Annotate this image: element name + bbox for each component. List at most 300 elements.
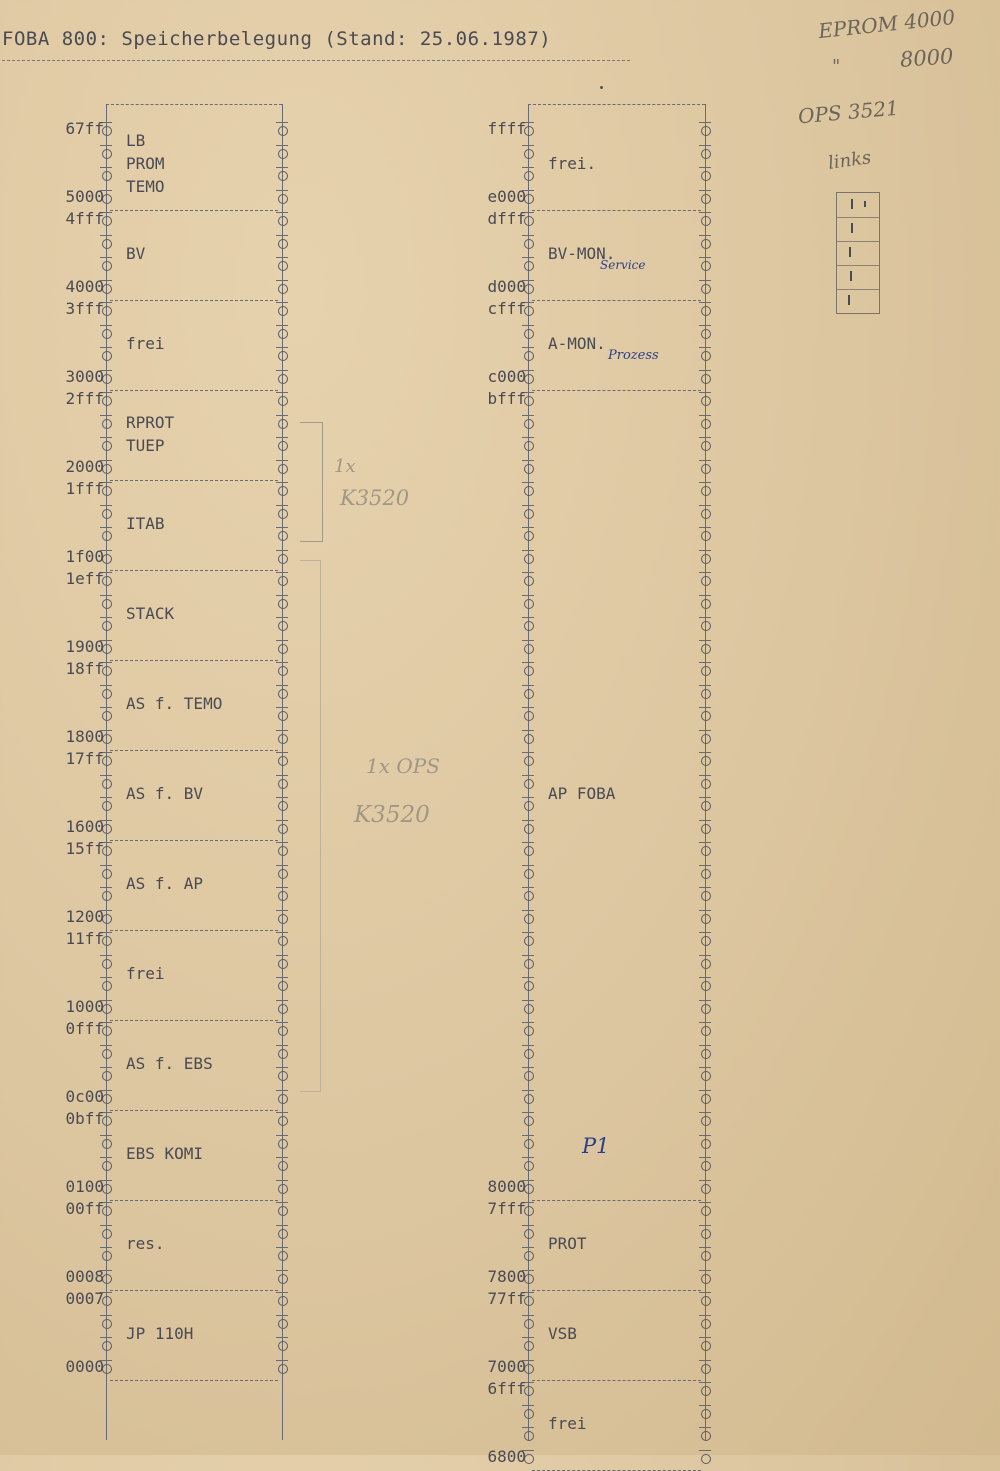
row-marker-icon [278,396,288,406]
row-marker-icon [278,1319,288,1329]
row-marker-icon [524,734,534,744]
row-tick [276,1135,288,1136]
row-tick [276,257,288,258]
row-marker-icon [701,441,711,451]
row-tick [276,1270,288,1271]
row-marker-icon [102,1229,112,1239]
row-tick [276,977,288,978]
row-tick [699,662,711,663]
block-label: frei [126,334,165,354]
row-tick [100,685,112,686]
row-marker-icon [278,1206,288,1216]
row-tick [100,527,112,528]
row-marker-icon [524,644,534,654]
row-marker-icon [701,1319,711,1329]
row-tick [699,1450,711,1451]
row-marker-icon [102,1251,112,1261]
row-tick [522,1225,534,1226]
row-marker-icon [102,1139,112,1149]
block-separator [110,1200,278,1201]
row-marker-icon [102,981,112,991]
address-bottom: 1800 [65,726,104,746]
left-memory-column [65,104,282,1440]
row-tick [100,797,112,798]
address-top: cfff [487,299,526,318]
row-marker-icon [701,1364,711,1374]
row-tick [699,302,711,303]
row-tick [100,167,112,168]
row-tick [522,1135,534,1136]
column-top-border [106,104,282,105]
row-tick [522,167,534,168]
row-tick [522,145,534,146]
row-marker-icon [701,891,711,901]
row-tick [100,775,112,776]
row-marker-icon [278,441,288,451]
row-tick [276,167,288,168]
row-tick [699,1045,711,1046]
row-marker-icon [524,959,534,969]
block-label: AS f. TEMO [126,694,223,714]
row-marker-icon [701,1251,711,1261]
row-tick [276,617,288,618]
row-tick [522,1022,534,1023]
row-tick [522,482,534,483]
row-tick [699,1180,711,1181]
row-tick [276,145,288,146]
row-tick [699,482,711,483]
pencil-sketch [836,192,880,314]
row-tick [522,550,534,551]
row-marker-icon [524,756,534,766]
row-marker-icon [701,599,711,609]
address-bottom: 0000 [65,1356,104,1376]
row-marker-icon [701,306,711,316]
row-tick [699,572,711,573]
address-top: 4fff [65,209,104,228]
row-marker-icon [701,756,711,766]
row-tick [276,1112,288,1113]
row-tick [100,235,112,236]
row-marker-icon [102,239,112,249]
row-marker-icon [701,1296,711,1306]
row-tick [522,1000,534,1001]
row-marker-icon [278,621,288,631]
block-label: AS f. BV [126,784,204,804]
row-tick [276,842,288,843]
row-tick [699,707,711,708]
row-marker-icon [701,1409,711,1419]
row-marker-icon [701,171,711,181]
row-tick [100,1315,112,1316]
block-separator [532,210,701,211]
row-tick [522,460,534,461]
block-label: PROT [548,1234,587,1254]
row-tick [100,1247,112,1248]
note-1x-ops: 1x OPS [366,754,440,778]
block-separator [532,1200,701,1201]
row-tick [699,1067,711,1068]
row-tick [522,257,534,258]
row-tick [699,955,711,956]
row-tick [276,1000,288,1001]
row-marker-icon [701,1341,711,1351]
row-tick [699,977,711,978]
address-bottom: 1f00 [65,546,104,566]
row-marker-icon [278,126,288,136]
row-tick [699,550,711,551]
note-1x: 1x [334,456,356,477]
row-marker-icon [524,1341,534,1351]
address-top: 6fff [487,1379,526,1398]
row-marker-icon [524,846,534,856]
block-label: BV [126,244,146,264]
row-marker-icon [278,1116,288,1126]
row-tick [100,1157,112,1158]
row-tick [699,505,711,506]
row-tick [276,1360,288,1361]
row-marker-icon [278,1229,288,1239]
row-marker-icon [524,1229,534,1239]
row-tick [522,325,534,326]
row-tick [276,370,288,371]
block-label: LB [126,131,146,151]
row-tick [276,325,288,326]
row-marker-icon [102,1161,112,1171]
row-marker-icon [524,599,534,609]
row-marker-icon [278,149,288,159]
row-marker-icon [278,464,288,474]
address-bottom: 6800 [487,1446,526,1466]
row-marker-icon [701,1116,711,1126]
row-marker-icon [701,329,711,339]
page-title: FOBA 800: Speicherbelegung (Stand: 25.06.1987) [2,28,552,50]
column-left-edge [106,104,107,1440]
row-marker-icon [278,216,288,226]
address-top: 1fff [65,479,104,498]
block-separator [110,1380,278,1381]
row-tick [522,730,534,731]
row-tick [100,1067,112,1068]
row-marker-icon [278,351,288,361]
row-marker-icon [102,599,112,609]
row-tick [276,1225,288,1226]
row-marker-icon [102,329,112,339]
row-tick [699,122,711,123]
row-marker-icon [278,959,288,969]
address-bottom: 1000 [65,996,104,1016]
row-marker-icon [524,801,534,811]
row-marker-icon [278,981,288,991]
address-top: 0fff [65,1019,104,1038]
row-tick [699,1135,711,1136]
row-tick [699,437,711,438]
row-marker-icon [701,126,711,136]
note-p1: P1 [582,1134,610,1158]
row-marker-icon [701,1161,711,1171]
row-marker-icon [701,1026,711,1036]
block-label: res. [126,1234,165,1254]
row-tick [522,1157,534,1158]
row-marker-icon [102,689,112,699]
row-tick [100,955,112,956]
block-label: AS f. AP [126,874,204,894]
row-tick [699,842,711,843]
row-tick [276,820,288,821]
row-marker-icon [278,1296,288,1306]
row-marker-icon [524,779,534,789]
row-tick [522,1247,534,1248]
row-tick [100,595,112,596]
row-tick [699,752,711,753]
row-marker-icon [701,396,711,406]
address-bottom: 0c00 [65,1086,104,1106]
row-tick [276,190,288,191]
row-tick [276,415,288,416]
address-bottom: c000 [487,366,526,386]
row-tick [522,617,534,618]
row-tick [100,707,112,708]
address-top: 0007 [65,1289,104,1308]
address-top: 11ff [65,929,104,948]
row-marker-icon [278,1026,288,1036]
row-tick [699,775,711,776]
address-top: 77ff [487,1289,526,1308]
row-tick [522,595,534,596]
row-marker-icon [278,306,288,316]
block-separator [532,1380,701,1381]
note-8000: 8000 [899,44,955,72]
pencil-bracket-lower [300,560,321,1092]
row-marker-icon [701,486,711,496]
block-separator [532,1290,701,1291]
row-tick [100,1135,112,1136]
title-underline [2,60,630,61]
block-label: TUEP [126,435,165,455]
row-marker-icon [701,1184,711,1194]
note-links: links [826,147,873,174]
row-tick [100,1045,112,1046]
row-marker-icon [701,846,711,856]
row-marker-icon [701,1139,711,1149]
row-marker-icon [278,1049,288,1059]
row-tick [699,392,711,393]
address-bottom: 4000 [65,276,104,296]
row-marker-icon [524,149,534,159]
row-marker-icon [524,1319,534,1329]
address-top: 3fff [65,299,104,318]
row-marker-icon [524,576,534,586]
row-tick [276,955,288,956]
row-tick [276,910,288,911]
row-tick [276,280,288,281]
row-tick [699,730,711,731]
row-marker-icon [102,801,112,811]
note-prozess: Prozess [608,348,659,363]
address-top: 2fff [65,389,104,408]
row-marker-icon [278,1161,288,1171]
row-marker-icon [524,981,534,991]
row-marker-icon [278,824,288,834]
row-marker-icon [278,666,288,676]
row-tick [276,392,288,393]
row-marker-icon [524,419,534,429]
address-top: 17ff [65,749,104,768]
row-tick [276,1315,288,1316]
row-tick [699,1292,711,1293]
row-marker-icon [701,1274,711,1284]
row-marker-icon [102,1049,112,1059]
address-top: bfff [487,389,526,408]
row-tick [699,1427,711,1428]
row-tick [276,302,288,303]
row-marker-icon [701,554,711,564]
note-ditto: " [832,56,841,77]
block-separator [110,570,278,571]
row-marker-icon [524,711,534,721]
row-tick [699,1382,711,1383]
row-marker-icon [524,441,534,451]
block-separator [532,390,701,391]
row-tick [276,122,288,123]
row-marker-icon [524,554,534,564]
row-tick [276,1247,288,1248]
row-marker-icon [278,554,288,564]
row-marker-icon [701,711,711,721]
row-marker-icon [278,711,288,721]
row-marker-icon [102,1341,112,1351]
row-marker-icon [524,1116,534,1126]
row-marker-icon [701,1206,711,1216]
block-separator [110,930,278,931]
row-tick [100,347,112,348]
row-marker-icon [524,1004,534,1014]
address-bottom: 0008 [65,1266,104,1286]
row-tick [522,887,534,888]
row-tick [276,707,288,708]
row-tick [522,955,534,956]
row-tick [522,842,534,843]
row-tick [276,1022,288,1023]
row-tick [276,437,288,438]
row-tick [522,505,534,506]
row-tick [276,685,288,686]
block-separator [110,840,278,841]
row-marker-icon [278,914,288,924]
row-marker-icon [524,1409,534,1419]
row-marker-icon [701,149,711,159]
row-tick [699,145,711,146]
right-memory-column [487,104,705,1466]
row-tick [522,707,534,708]
row-tick [276,235,288,236]
row-tick [522,1337,534,1338]
row-marker-icon [701,216,711,226]
row-tick [522,685,534,686]
address-bottom: 1900 [65,636,104,656]
ink-dot [600,86,603,89]
row-tick [276,865,288,866]
row-tick [100,257,112,258]
block-label: frei. [548,154,597,174]
row-marker-icon [701,374,711,384]
block-label: STACK [126,604,175,624]
row-tick [522,865,534,866]
row-marker-icon [524,239,534,249]
block-label: AS f. EBS [126,1054,213,1074]
row-tick [699,910,711,911]
row-tick [699,280,711,281]
row-tick [276,1180,288,1181]
row-tick [100,415,112,416]
row-marker-icon [278,756,288,766]
row-tick [522,932,534,933]
row-marker-icon [524,509,534,519]
row-marker-icon [102,531,112,541]
row-tick [276,1292,288,1293]
row-marker-icon [701,1094,711,1104]
row-marker-icon [278,329,288,339]
block-separator [110,660,278,661]
row-marker-icon [102,1071,112,1081]
row-marker-icon [278,846,288,856]
row-tick [100,977,112,978]
block-separator [110,390,278,391]
row-tick [522,1315,534,1316]
row-marker-icon [278,419,288,429]
row-tick [699,167,711,168]
row-marker-icon [701,959,711,969]
address-bottom: 0100 [65,1176,104,1196]
block-label: JP 110H [126,1324,194,1344]
row-marker-icon [524,1431,534,1441]
block-label: ITAB [126,514,165,534]
row-tick [522,1090,534,1091]
row-tick [699,235,711,236]
row-marker-icon [524,531,534,541]
row-marker-icon [524,936,534,946]
row-tick [522,1045,534,1046]
row-marker-icon [701,509,711,519]
row-marker-icon [701,464,711,474]
row-tick [522,415,534,416]
row-tick [699,1247,711,1248]
row-tick [276,347,288,348]
row-tick [699,527,711,528]
row-tick [699,640,711,641]
row-marker-icon [701,801,711,811]
row-tick [699,595,711,596]
row-tick [522,752,534,753]
row-tick [276,1337,288,1338]
row-marker-icon [278,374,288,384]
row-marker-icon [278,779,288,789]
block-label: RPROT [126,412,175,432]
row-marker-icon [701,914,711,924]
row-tick [522,910,534,911]
row-marker-icon [701,419,711,429]
row-marker-icon [278,239,288,249]
row-tick [699,1000,711,1001]
row-tick [699,1270,711,1271]
row-marker-icon [102,711,112,721]
row-marker-icon [524,464,534,474]
row-tick [522,235,534,236]
row-tick [276,1067,288,1068]
row-tick [522,797,534,798]
row-tick [699,190,711,191]
row-tick [699,415,711,416]
